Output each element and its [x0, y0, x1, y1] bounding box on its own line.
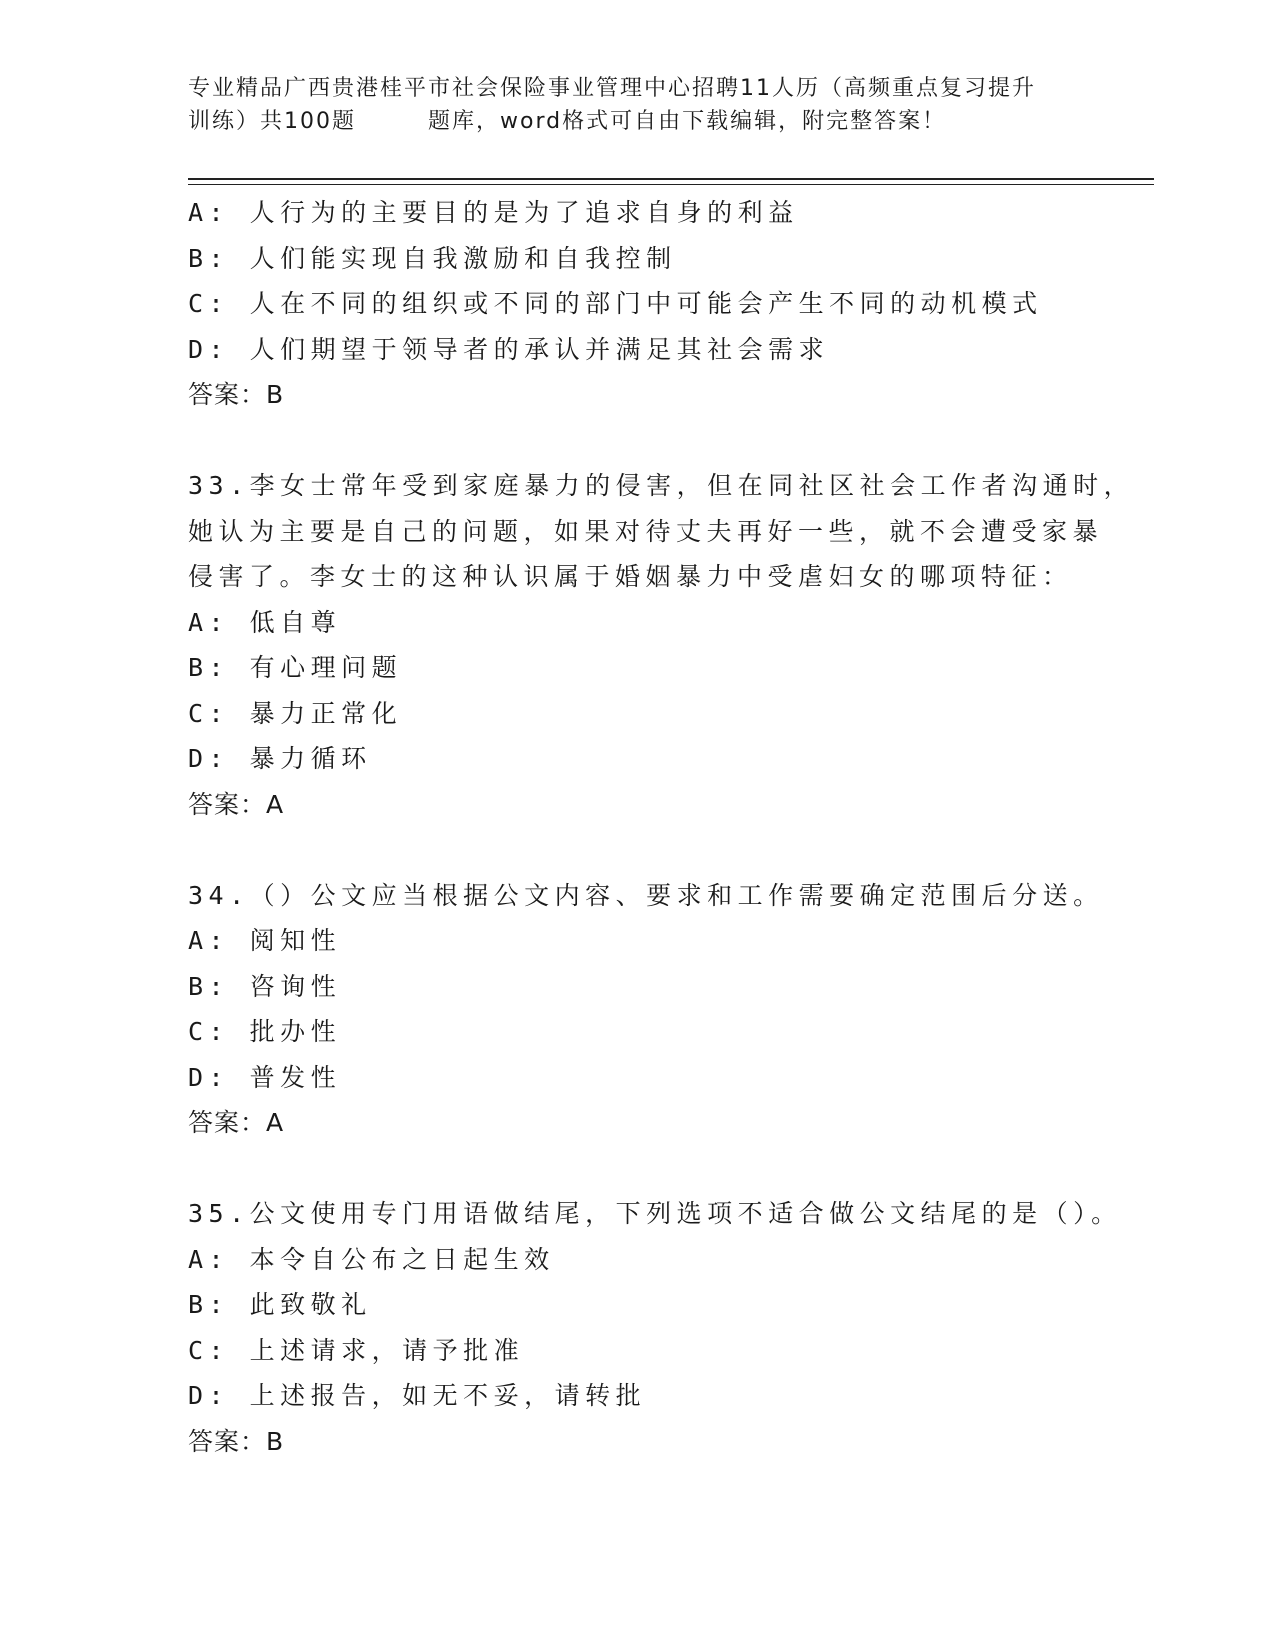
option-a: A: 本令自公布之日起生效 — [188, 1244, 555, 1274]
option-b: B: 人们能实现自我激励和自我控制 — [188, 243, 677, 273]
question-text-line: 34.（）公文应当根据公文内容、要求和工作需要确定范围后分送。 — [188, 880, 1104, 910]
answer-line: 答案：A — [188, 1108, 285, 1137]
question-list — [188, 190, 1135, 1464]
question-text-line: 侵害了。李女士的这种认识属于婚姻暴力中受虐妇女的哪项特征： — [188, 562, 1073, 591]
option-b: B: 咨询性 — [188, 971, 342, 1001]
option-c: C: 暴力正常化 — [188, 698, 403, 728]
header-line-2-right: 题库，word格式可自由下载编辑，附完整答案！ — [428, 109, 947, 134]
option-d: D: 普发性 — [188, 1062, 342, 1092]
question-33 — [188, 463, 1135, 827]
option-b: B: 有心理问题 — [188, 653, 403, 682]
question-35 — [188, 1191, 1122, 1464]
option-c: C: 上述请求，请予批准 — [188, 1335, 525, 1365]
answer-line: 答案：A — [188, 789, 285, 819]
question-text-line: 她认为主要是自己的问题，如果对待丈夫再好一些，就不会遭受家暴 — [188, 516, 1104, 546]
page-header — [188, 72, 1088, 138]
option-a: A: 人行为的主要目的是为了追求自身的利益 — [188, 198, 799, 227]
answer-line: 答案：B — [188, 1426, 285, 1456]
header-rule-thin — [188, 184, 1154, 185]
option-c: C: 批办性 — [188, 1017, 342, 1046]
header-line-2-left: 训练）共100题 — [188, 109, 356, 134]
option-c: C: 人在不同的组织或不同的部门中可能会产生不同的动机模式 — [188, 289, 1043, 318]
option-d: D: 人们期望于领导者的承认并满足其社会需求 — [188, 334, 830, 364]
question-34 — [188, 873, 1104, 1146]
question-text-line: 35.公文使用专门用语做结尾，下列选项不适合做公文结尾的是（）。 — [188, 1199, 1122, 1228]
header-line-1: 专业精品广西贵港桂平市社会保险事业管理中心招聘11人历（高频重点复习提升 — [188, 76, 1036, 101]
question-text-line: 33.李女士常年受到家庭暴力的侵害，但在同社区社会工作者沟通时， — [188, 471, 1135, 500]
header-rule-thick — [188, 178, 1154, 180]
option-d: D: 暴力循环 — [188, 744, 372, 773]
header-line-2 — [188, 105, 1088, 138]
option-a: A: 低自尊 — [188, 607, 342, 637]
option-d: D: 上述报告，如无不妥，请转批 — [188, 1381, 647, 1410]
option-b: B: 此致敬礼 — [188, 1290, 372, 1319]
answer-line: 答案：B — [188, 380, 285, 409]
question-block-continued — [188, 190, 1088, 418]
option-a: A: 阅知性 — [188, 926, 342, 955]
